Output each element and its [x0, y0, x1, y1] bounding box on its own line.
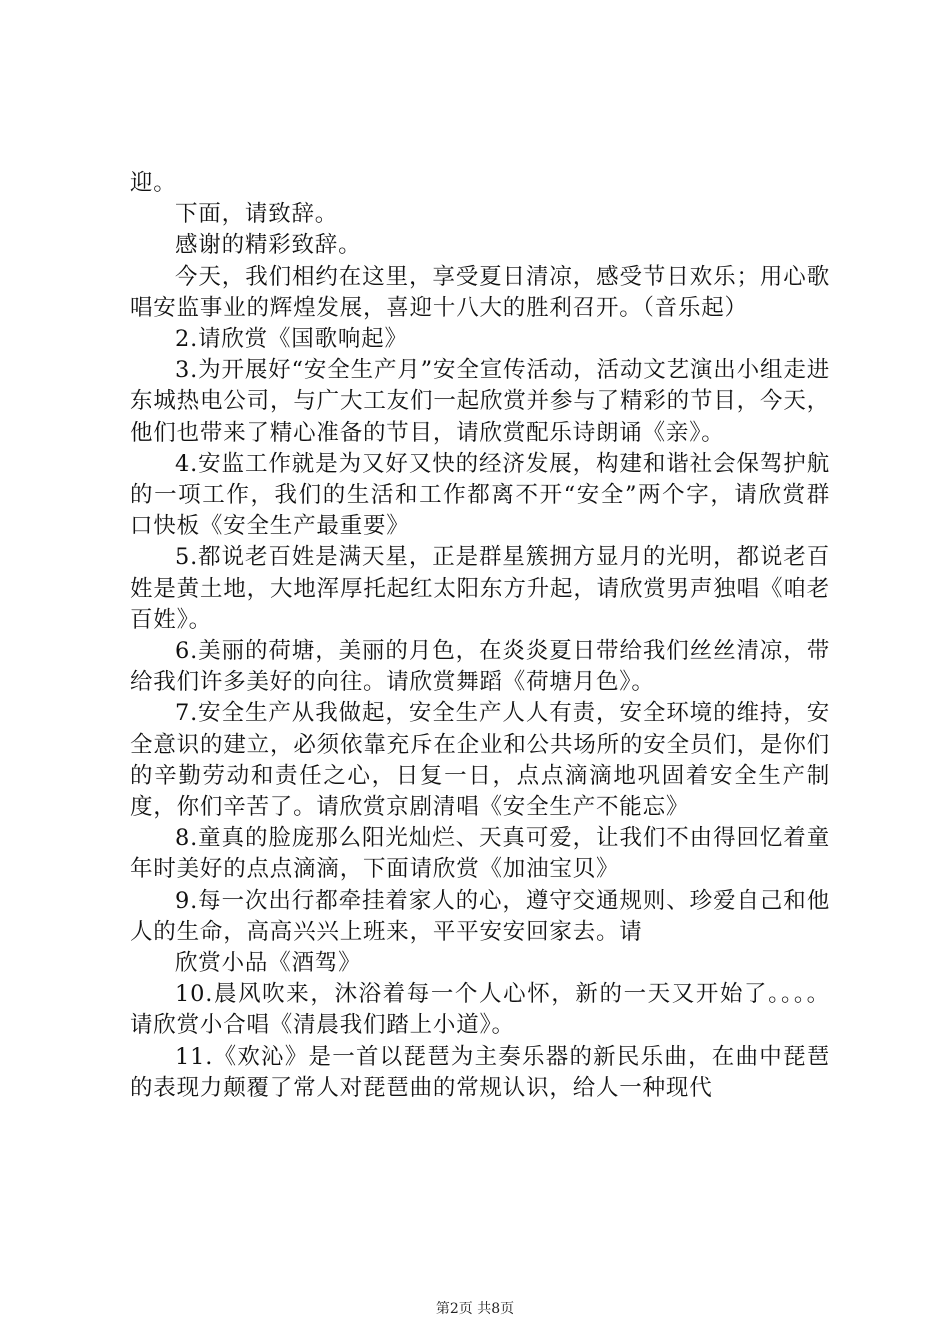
page-number-footer: 第2页 共8页 — [435, 1301, 515, 1317]
paragraph: 4.安监工作就是为又好又快的经济发展，构建和谐社会保驾护航的一项工作，我们的生活和工作都离不开“安全”两个字，请欣赏群口快板《安全生产最重要》 — [130, 450, 830, 540]
paragraph: 9.每一次出行都牵挂着家人的心，遵守交通规则、珍爱自己和他人的生命，高高兴兴上班来，平平安安回家去。请 — [130, 887, 830, 945]
paragraph: 感谢的精彩致辞。 — [175, 232, 362, 259]
paragraph: 3.为开展好“安全生产月”安全宣传活动，活动文艺演出小组走进东城热电公司，与广大工友们一起欣赏并参与了精彩的节目，今天，他们也带来了精心准备的节目，请欣赏配乐诗朗诵《亲》。 — [130, 357, 830, 446]
paragraph: 欣赏小品《酒驾》 — [175, 950, 362, 977]
paragraph: 11.《欢沁》是一首以琵琶为主奏乐器的新民乐曲，在曲中琵琶的表现力颠覆了常人对琵琶曲的常规认识，给人一种现代 — [130, 1043, 830, 1101]
paragraph: 8.童真的脸庞那么阳光灿烂、天真可爱，让我们不由得回忆着童年时美好的点点滴滴，下面请欣赏《加油宝贝》 — [130, 825, 830, 883]
paragraph: 迎。 — [130, 170, 177, 196]
paragraph: 今天，我们相约在这里，享受夏日清凉，感受节日欢乐；用心歌唱安监事业的辉煌发展，喜迎十八大的胜利召开。（音乐起） — [130, 263, 830, 321]
paragraph: 7.安全生产从我做起，安全生产人人有责，安全环境的维持，安全意识的建立，必须依靠充斥在企业和公共场所的安全员们，是你们的辛勤劳动和责任之心，日复一日，点点滴滴地巩固着安全生产制度，你们辛苦了。请欣赏京剧清唱《安全生产不能忘》 — [130, 700, 830, 821]
paragraph: 5.都说老百姓是满天星，正是群星簇拥方显月的光明，都说老百姓是黄土地，大地浑厚托起红太阳东方升起，请欣赏男声独唱《咱老百姓》。 — [130, 544, 830, 633]
document-body — [130, 168, 830, 1104]
paragraph: 10.晨风吹来，沐浴着每一个人心怀，新的一天又开始了。。。。请欣赏小合唱《清晨我们踏上小道》。 — [130, 981, 830, 1039]
paragraph: 2.请欣赏《国歌响起》 — [175, 326, 408, 353]
paragraph: 下面，请致辞。 — [175, 201, 339, 228]
paragraph: 6.美丽的荷塘，美丽的月色，在炎炎夏日带给我们丝丝清凉，带给我们许多美好的向往。请欣赏舞蹈《荷塘月色》。 — [130, 638, 830, 696]
